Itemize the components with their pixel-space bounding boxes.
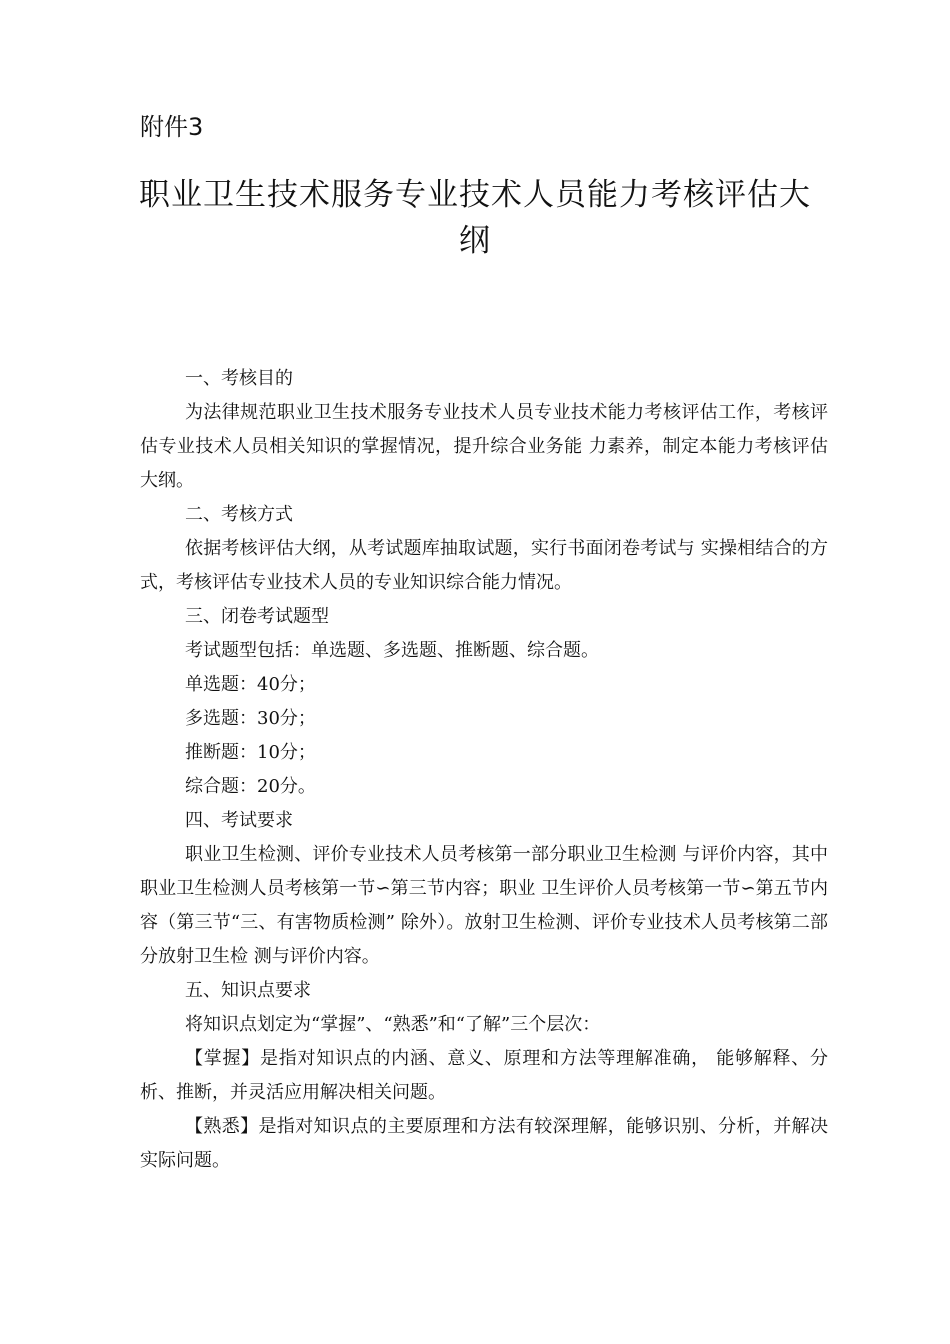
- paragraph-master-level: 【掌握】是指对知识点的内涵、意义、原理和方法等理解准确， 能够解释、分析、推断，并灵活应用解决相关问题。: [140, 1048, 828, 1103]
- section-heading-requirements: 四、考试要求: [185, 810, 293, 831]
- score-judgment: 推断题：10分；: [185, 742, 316, 763]
- score-comprehensive: 综合题：20分。: [185, 776, 316, 797]
- paragraph-knowledge-levels: 将知识点划定为“掌握”、“熟悉”和“了解”三个层次：: [185, 1014, 601, 1035]
- document-title: 职业卫生技术服务专业技术人员能力考核评估大纲: [139, 177, 811, 259]
- attachment-label: 附件3: [140, 113, 204, 141]
- paragraph-familiar-level: 【熟悉】是指对知识点的主要原理和方法有较深理解，能够识别、分析，并解决实际问题。: [140, 1116, 828, 1171]
- score-single-choice: 单选题：40分；: [185, 674, 316, 695]
- paragraph-question-types: 考试题型包括：单选题、多选题、推断题、综合题。: [185, 640, 599, 661]
- section-heading-method: 二、考核方式: [185, 504, 293, 525]
- document-body: [140, 362, 828, 1178]
- section-heading-knowledge-points: 五、知识点要求: [185, 980, 311, 1001]
- score-multiple-choice: 多选题：30分；: [185, 708, 316, 729]
- paragraph-purpose: 为法律规范职业卫生技术服务专业技术人员专业技术能力考核评估工作，考核评估专业技术人员相关知识的掌握情况，提升综合业务能 力素养，制定本能力考核评估大纲。: [140, 402, 828, 491]
- paragraph-method: 依据考核评估大纲，从考试题库抽取试题，实行书面闭卷考试与 实操相结合的方式，考核评估专业技术人员的专业知识综合能力情况。: [140, 538, 828, 593]
- paragraph-requirements: 职业卫生检测、评价专业技术人员考核第一部分职业卫生检测 与评价内容，其中职业卫生检测人员考核第一节∽第三节内容；职业 卫生评价人员考核第一节∽第五节内容（第三节“三、有害物质检测” 除外）。放射卫生检测、评价专业技术人员考核第二部分放射卫生检 测与评价内容。: [140, 844, 828, 967]
- section-heading-purpose: 一、考核目的: [185, 368, 293, 389]
- section-heading-question-types: 三、闭卷考试题型: [185, 606, 329, 627]
